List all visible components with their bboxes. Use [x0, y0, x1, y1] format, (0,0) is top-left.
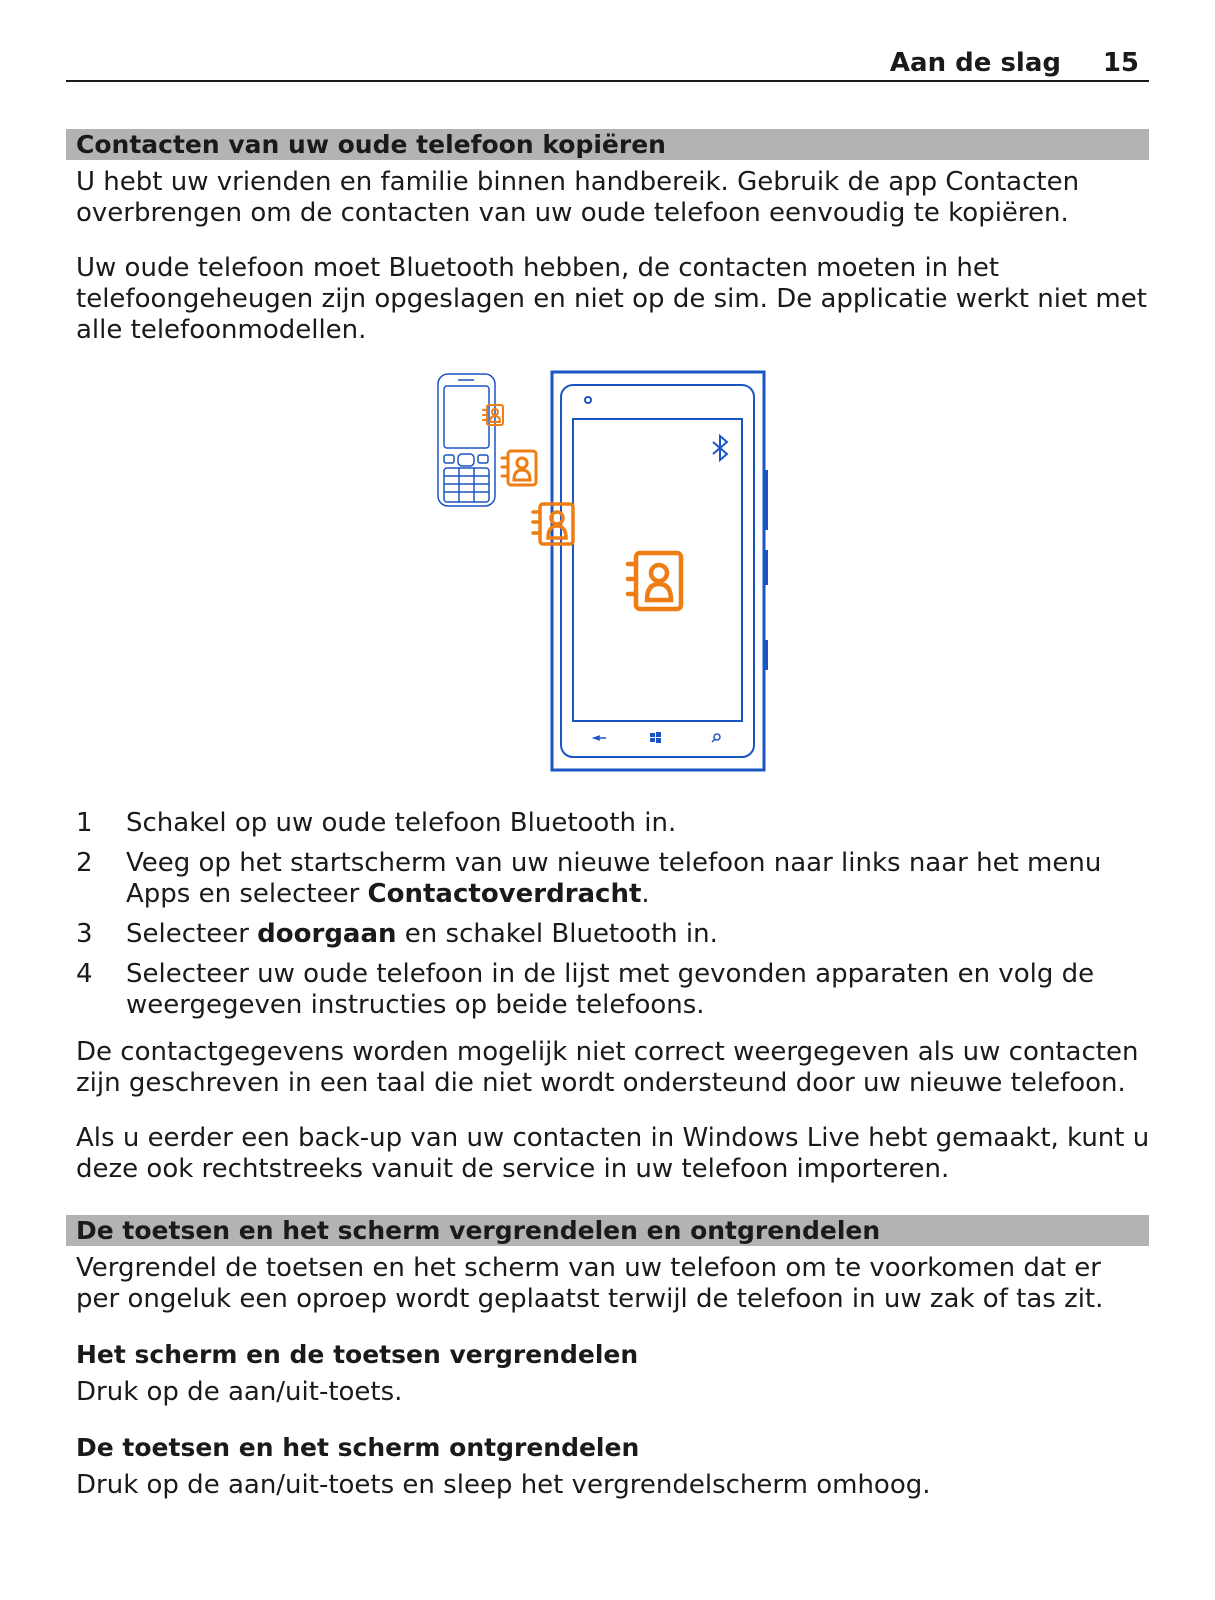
step-text: Selecteer uw oude telefoon in de lijst met gevonden apparaten en volg de weergegeven instructies op beide telefoons.: [126, 959, 1095, 1020]
steps-list: [76, 808, 1151, 1030]
lock-instruction: Druk op de aan/uit-toets.: [76, 1377, 403, 1407]
unlock-instruction: Druk op de aan/uit-toets en sleep het vergrendelscherm omhoog.: [76, 1470, 931, 1500]
step-number: 4: [76, 959, 93, 989]
step-number: 2: [76, 848, 93, 878]
section-heading-lock-unlock: De toetsen en het scherm vergrendelen en ontgrendelen: [66, 1215, 1149, 1246]
step-number: 3: [76, 919, 93, 949]
step-bold-term: doorgaan: [257, 919, 397, 949]
lock-intro: Vergrendel de toetsen en het scherm van uw telefoon om te voorkomen dat er per ongeluk een oproep wordt geplaatst terwijl de telefoon in uw zak of tas zit.: [76, 1253, 1104, 1314]
step-text: Veeg op het startscherm van uw nieuwe telefoon naar links naar het menu Apps en selecteer: [126, 848, 1102, 909]
chapter-title: Aan de slag: [889, 48, 1061, 78]
contact-transfer-illustration: [430, 370, 780, 780]
encoding-note: De contactgegevens worden mogelijk niet correct weergegeven als uw contacten zijn geschreven in een taal die niet wordt ondersteund door uw nieuwe telefoon.: [76, 1037, 1139, 1098]
new-phone-icon: [552, 372, 766, 770]
lock-subheading: Het scherm en de toetsen vergrendelen: [76, 1340, 639, 1369]
step-text: Selecteer: [126, 919, 258, 949]
step-text-end: .: [641, 879, 650, 909]
page-number: 15: [1102, 48, 1139, 78]
step-text-end: en schakel Bluetooth in.: [396, 919, 718, 949]
step-text: Schakel op uw oude telefoon Bluetooth in.: [126, 808, 677, 838]
section-heading-copy-contacts: Contacten van uw oude telefoon kopiëren: [66, 129, 1149, 160]
old-phone-icon: [438, 374, 495, 506]
page-header: [66, 44, 1149, 82]
step-number: 1: [76, 808, 93, 838]
list-item: [76, 808, 1151, 839]
list-item: [76, 848, 1151, 910]
copy-contacts-requirements: Uw oude telefoon moet Bluetooth hebben, de contacten moeten in het telefoongeheugen zijn opgeslagen en niet op de sim. De applicatie werkt niet met alle telefoonmodellen.: [76, 253, 1147, 345]
unlock-subheading: De toetsen en het scherm ontgrendelen: [76, 1433, 640, 1462]
step-bold-term: Contactoverdracht: [367, 879, 642, 909]
list-item: [76, 919, 1151, 950]
windows-live-note: Als u eerder een back-up van uw contacten in Windows Live hebt gemaakt, kunt u deze ook rechtstreeks vanuit de service in uw telefoon importeren.: [76, 1123, 1150, 1184]
list-item: [76, 959, 1151, 1021]
copy-contacts-intro: U hebt uw vrienden en familie binnen handbereik. Gebruik de app Contacten overbrengen om de contacten van uw oude telefoon eenvoudig te kopiëren.: [76, 167, 1080, 228]
